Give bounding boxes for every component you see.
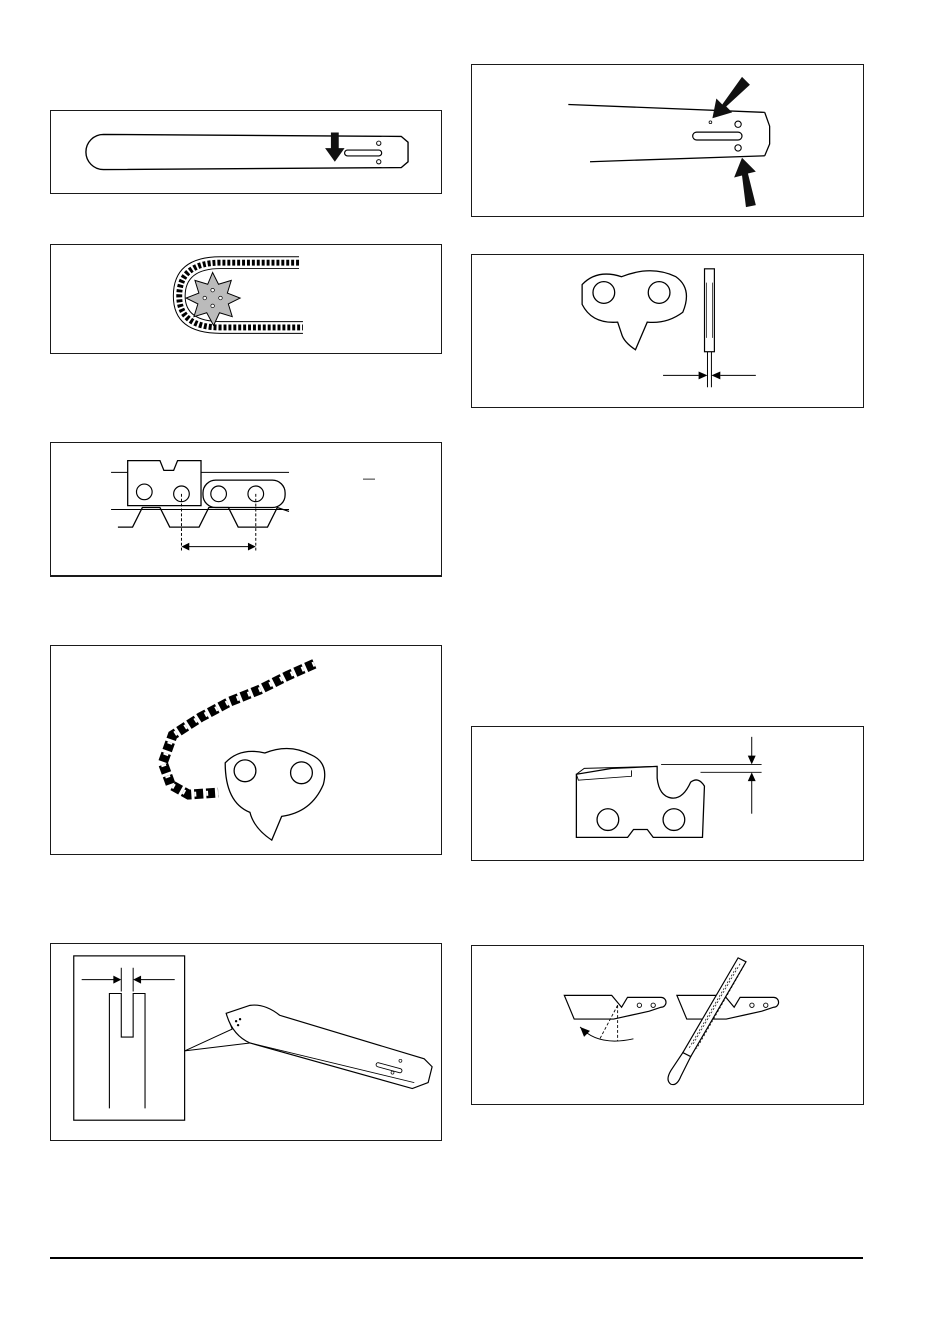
bar-groove-icon bbox=[51, 944, 441, 1140]
depth-gauge-icon bbox=[472, 727, 863, 860]
pitch-symbol: — bbox=[363, 471, 375, 485]
figure-guide-bar-arrow bbox=[50, 110, 442, 194]
figure-bar-holes bbox=[471, 64, 864, 217]
drive-link-icon bbox=[51, 646, 441, 854]
chain-pitch-icon bbox=[51, 443, 441, 575]
figure-drivelink-gauge bbox=[471, 254, 864, 408]
file-angle-icon bbox=[472, 946, 863, 1104]
footer-rule bbox=[50, 1257, 863, 1259]
figure-chain-pitch bbox=[50, 442, 442, 577]
chain-sprocket-icon bbox=[51, 245, 441, 353]
bar-holes-icon bbox=[472, 65, 863, 216]
figure-depth-gauge bbox=[471, 726, 864, 861]
figure-file-angle bbox=[471, 945, 864, 1105]
figure-bar-groove bbox=[50, 943, 442, 1141]
figure-chain-drivelink bbox=[50, 645, 442, 855]
guide-bar-icon bbox=[51, 111, 441, 193]
figure-chain-sprocket bbox=[50, 244, 442, 354]
drive-link-gauge-icon bbox=[472, 255, 863, 407]
